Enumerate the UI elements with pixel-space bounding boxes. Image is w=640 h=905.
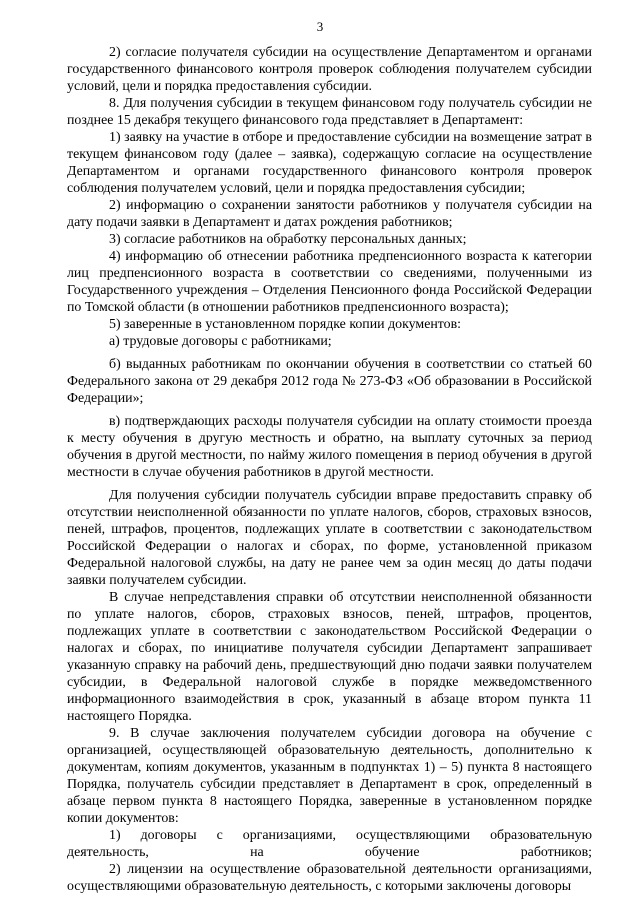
paragraph-item-9-1-contracts: 1) договоры с организациями, осуществляющими образовательную деятельность, на обучение работников;: [67, 828, 592, 860]
paragraph-tax-certificate: Для получения субсидии получатель субсидии вправе предоставить справку об отсутствии неисполненной обязанности по уплате налогов, сборов, страховых взносов, пеней, штрафов, процентов, подлежащих уплате в соответствии с законодательством Российской Федерации о налогах и сборах, по форме, установленной приказом Федеральной налоговой службы, на дату не ранее чем за один месяц до даты подачи заявки получателем субсидии.: [67, 488, 592, 588]
paragraph-item-9-2-licenses: 2) лицензии на осуществление образовательной деятельности организациями, осуществляющими образовательную деятельность, с которыми заключены договоры: [67, 862, 592, 894]
document-body: [67, 44, 592, 895]
paragraph-certificate-request: В случае непредставления справки об отсутствии неисполненной обязанности по уплате налогов, сборов, страховых взносов, пеней, штрафов, процентов, подлежащих уплате в соответствии с законодательством Российской Федерации о налогах и сборах, по инициативе получателя субсидии Департамент запрашивает указанную справку на рабочий день, предшествующий дню подачи заявки получателем субсидии, в Федеральной налоговой службе в порядке межведомственного информационного взаимодействия в срок, указанный в абзаце втором пункта 11 настоящего Порядка.: [67, 590, 592, 724]
paragraph-subitem-b: б) выданных работникам по окончании обучения в соответствии со статьей 60 Федерального закона от 29 декабря 2012 года № 273-ФЗ «Об образовании в Российской Федерации»;: [67, 357, 592, 406]
paragraph-item-8-3-personal-data: 3) согласие работников на обработку персональных данных;: [109, 232, 467, 247]
page-number: 3: [316, 19, 324, 34]
paragraph-item-8-4-pre-pension: 4) информацию об отнесении работника предпенсионного возраста к категории лиц предпенсионного возраста в соответствии со сведениями, полученными из Государственного учреждения – Отделения Пенсионного фонда Российской Федерации по Томской области (в отношении работников предпенсионного возраста);: [67, 249, 592, 315]
paragraph-item-8: 8. Для получения субсидии в текущем финансовом году получатель субсидии не позднее 15 декабря текущего финансового года представляет в Департамент:: [67, 96, 592, 128]
paragraph-consent-control: 2) согласие получателя субсидии на осуществление Департаментом и органами государственного финансового контроля проверок соблюдения получателем субсидии условий, цели и порядка предоставления субсидии.: [67, 45, 592, 94]
paragraph-item-8-2-employment-info: 2) информацию о сохранении занятости работников у получателя субсидии на дату подачи заявки в Департамент и датах рождения работников;: [67, 198, 592, 230]
paragraph-subitem-a: а) трудовые договоры с работниками;: [109, 334, 332, 349]
paragraph-item-8-1-application: 1) заявку на участие в отборе и предоставление субсидии на возмещение затрат в текущем финансовом году (далее – заявка), содержащую согласие на осуществление Департаментом и органами государственного финансового контроля проверок соблюдения получателем условий, цели и порядка предоставления субсидии;: [67, 130, 592, 196]
paragraph-subitem-v: в) подтверждающих расходы получателя субсидии на оплату стоимости проезда к месту обучения в другую местность и обратно, на выплату суточных за период обучения в другой местности, по найму жилого помещения в период обучения в другой местности в случае обучения работников в другой местности.: [67, 414, 592, 480]
paragraph-item-9: 9. В случае заключения получателем субсидии договора на обучение с организацией, осуществляющей образовательную деятельность, дополнительно к документам, копиям документов, указанным в подпунктах 1) – 5) пункта 8 настоящего Порядка, получатель субсидии представляет в Департамент в срок, определенный в абзаце первом пункта 8 настоящего Порядка, заверенные в установленном порядке копии документов:: [67, 726, 592, 826]
paragraph-item-8-5-copies: 5) заверенные в установленном порядке копии документов:: [109, 317, 462, 332]
